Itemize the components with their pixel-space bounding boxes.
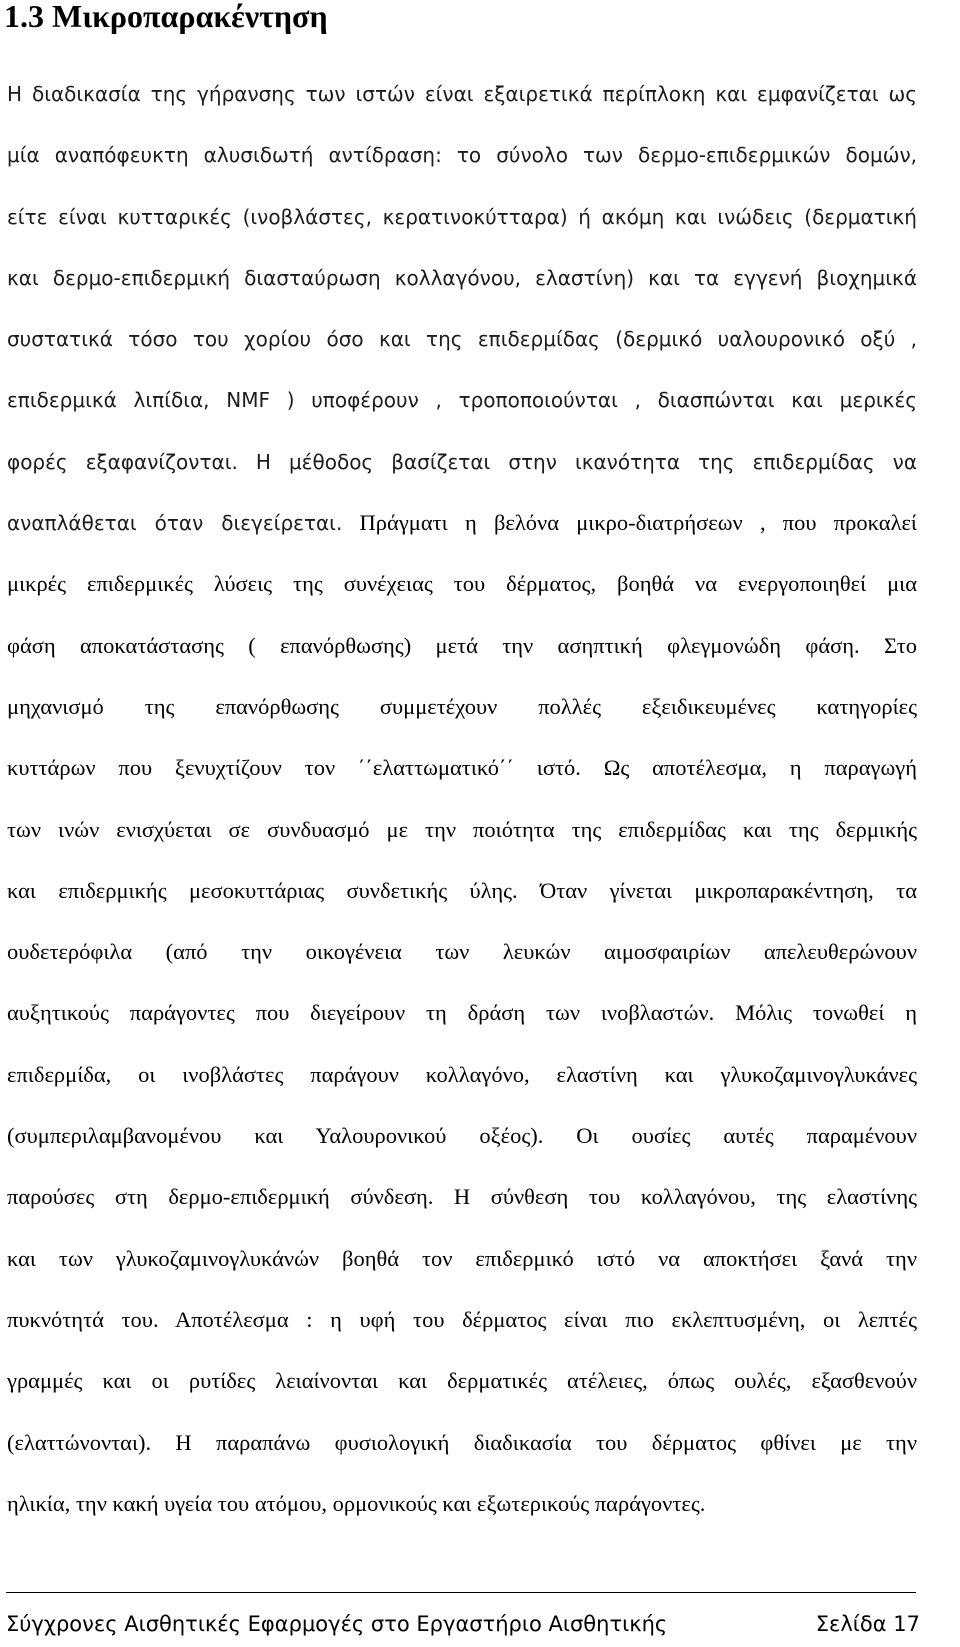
paragraph-line-text: ουδετερόφιλα (από την οικογένεια των λευκών αιμοσφαιρίων απελευθερώνουν: [7, 939, 917, 965]
paragraph-line-text: μηχανισμό της επανόρθωσης συμμετέχουν πολλές εξειδικευμένες κατηγορίες: [7, 693, 917, 719]
paragraph-line-text: αυξητικούς παράγοντες που διεγείρουν τη δράση των ινοβλαστών. Μόλις τονωθεί η: [7, 1000, 917, 1026]
paragraph-line-text: (συμπεριλαμβανομένου και Υαλουρονικού οξέος). Οι ουσίες αυτές παραμένουν: [7, 1123, 917, 1149]
paragraph-line-text: φάση αποκατάστασης ( επανόρθωσης) μετά την ασηπτική φλεγμονώδη φάση. Στο: [7, 632, 917, 658]
paragraph-line: [7, 1305, 917, 1366]
paragraph-line: [7, 1244, 917, 1305]
paragraph-line: [7, 876, 917, 937]
paragraph-line-text: φορές εξαφανίζονται. Η μέθοδος βασίζεται στην ικανότητα της επιδερμίδας να: [7, 449, 917, 474]
footer-page-number: Σελίδα 17: [815, 1612, 920, 1636]
paragraph-line-text: ηλικία, την κακή υγεία του ατόμου, ορμονικούς και εξωτερικούς παράγοντες.: [7, 1490, 706, 1516]
paragraph-line: [7, 937, 917, 998]
paragraph-line-text: μικρές επιδερμικές λύσεις της συνέχειας του δέρματος, βοηθά να ενεργοποιηθεί μια: [7, 571, 917, 597]
paragraph-line: [7, 263, 917, 324]
paragraph-line: [7, 998, 917, 1059]
paragraph-line-text: των ινών ενισχύεται σε συνδυασμό με την ποιότητα της επιδερμίδας και της δερμικής: [7, 816, 917, 842]
paragraph-line: [7, 692, 917, 753]
section-heading: 1.3 Μικροπαρακέντηση: [4, 0, 328, 34]
paragraph-line: [7, 508, 917, 569]
footer-document-title: Σύγχρονες Αισθητικές Εφαρμογές στο Εργαστήριο Αισθητικής: [6, 1612, 668, 1636]
paragraph-line-text: και επιδερμικής μεσοκυττάριας συνδετικής ύλης. Όταν γίνεται μικροπαρακέντηση, τα: [7, 877, 917, 903]
paragraph-line: [7, 447, 917, 508]
paragraph-line: [7, 1121, 917, 1182]
paragraph-line: [7, 1060, 917, 1121]
paragraph-line-text: κυττάρων που ξενυχτίζουν τον ΄΄ελαττωματικό΄΄ ιστό. Ως αποτέλεσμα, η παραγωγή: [7, 755, 917, 781]
paragraph-line: [7, 79, 917, 140]
paragraph-line-text: μία αναπόφευκτη αλυσιδωτή αντίδραση: το σύνολο των δερμο-επιδερμικών δομών,: [7, 143, 917, 168]
paragraph-line: [7, 1182, 917, 1243]
footer-divider: [6, 1592, 916, 1593]
paragraph-line-text: πυκνότητά του. Αποτέλεσμα : η υφή του δέρματος είναι πιο εκλεπτυσμένη, οι λεπτές: [7, 1306, 917, 1332]
paragraph-line-text-continued: Πράγματι η βελόνα μικρο-διατρήσεων , που προκαλεί: [342, 510, 917, 536]
paragraph-line-text: και δερμο-επιδερμική διασταύρωση κολλαγόνου, ελαστίνη) και τα εγγενή βιοχημικά: [7, 265, 917, 290]
paragraph-line-text: αναπλάθεται όταν διεγείρεται.: [7, 511, 343, 536]
paragraph-line-text: γραμμές και οι ρυτίδες λειαίνονται και δερματικές ατέλειες, όπως ουλές, εξασθενούν: [7, 1368, 917, 1394]
paragraph-line: [7, 140, 917, 201]
paragraph-line-text: και των γλυκοζαμινογλυκάνών βοηθά τον επιδερμικό ιστό να αποκτήσει ξανά την: [7, 1245, 917, 1271]
paragraph-line: [7, 569, 917, 630]
paragraph-line-text: συστατικά τόσο του χορίου όσο και της επιδερμίδας (δερμικό υαλουρονικό οξύ ,: [7, 327, 917, 352]
paragraph-line: [7, 1428, 917, 1489]
paragraph-line: [7, 324, 917, 385]
body-paragraph: [7, 79, 917, 1550]
paragraph-line-text: είτε είναι κυτταρικές (ινοβλάστες, κερατινοκύτταρα) ή ακόμη και ινώδεις (δερματική: [7, 204, 917, 229]
paragraph-line: [7, 385, 917, 446]
paragraph-line: [7, 1489, 917, 1550]
paragraph-line: [7, 202, 917, 263]
paragraph-line: [7, 753, 917, 814]
paragraph-line: [7, 815, 917, 876]
paragraph-line-text: παρούσες στη δερμο-επιδερμική σύνδεση. Η σύνθεση του κολλαγόνου, της ελαστίνης: [7, 1184, 917, 1210]
paragraph-line-text: (ελαττώνονται). Η παραπάνω φυσιολογική διαδικασία του δέρματος φθίνει με την: [7, 1429, 917, 1455]
paragraph-line-text: επιδερμικά λιπίδια, NMF ) υποφέρουν , τροποποιούνται , διασπώνται και μερικές: [7, 388, 917, 413]
paragraph-line: [7, 1366, 917, 1427]
paragraph-line-text: Η διαδικασία της γήρανσης των ιστών είναι εξαιρετικά περίπλοκη και εμφανίζεται ως: [7, 82, 917, 106]
paragraph-line: [7, 631, 917, 692]
paragraph-line-text: επιδερμίδα, οι ινοβλάστες παράγουν κολλαγόνο, ελαστίνη και γλυκοζαμινογλυκάνες: [7, 1061, 917, 1087]
